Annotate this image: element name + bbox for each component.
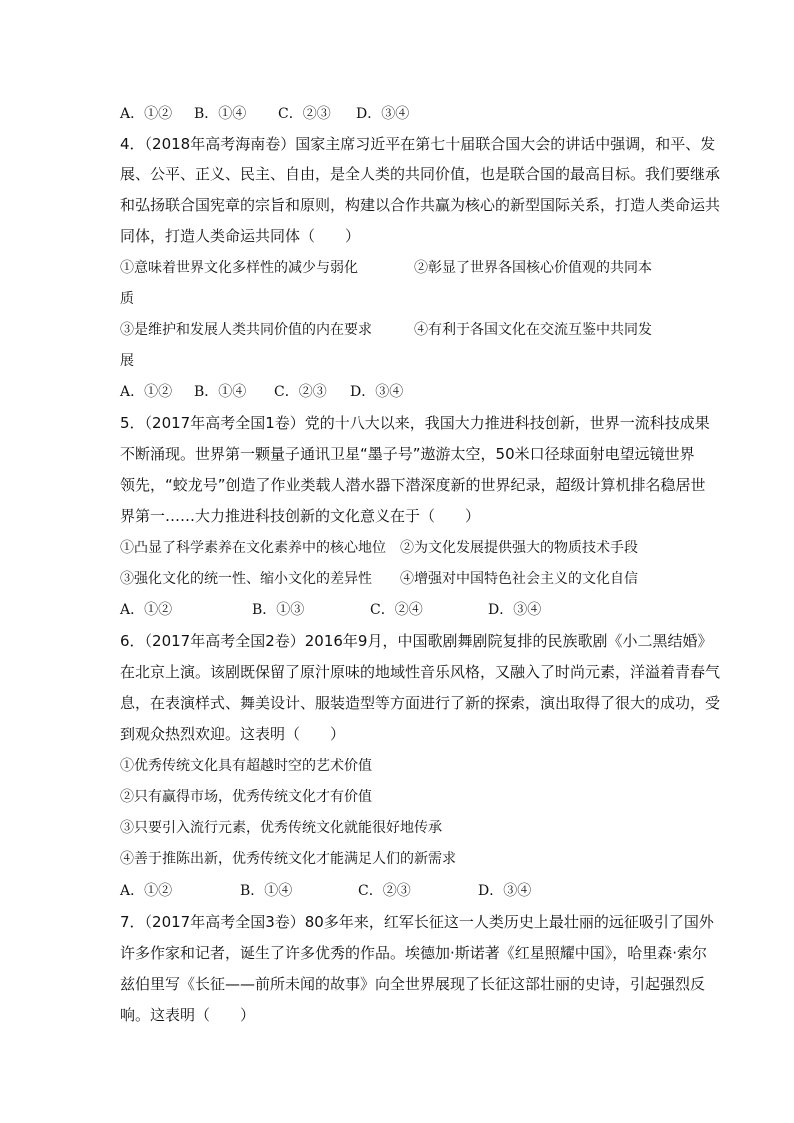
q5-answer-a[interactable]: A．①② [120,602,173,618]
q4-option-line-2: 质 [120,291,134,307]
q4-option-line-3: ③是维护和发展人类共同价值的内在要求 ④有利于各国文化在交流互鉴中共同发 [120,322,652,338]
q3-answer-a[interactable]: A．①② [120,106,173,122]
q6-answer-a[interactable]: A．①② [120,883,173,899]
q7-stem-line-1: 7．（2017年高考全国3卷）80多年来，红军长征这一人类历史上最壮丽的远征吸引了国外 [120,913,714,931]
q4-stem-line-4: 同体，打造人类命运共同体（ ） [120,227,361,245]
q5-answer-b[interactable]: B．①③ [252,602,305,618]
q3-answer-d[interactable]: D．③④ [356,106,410,122]
q6-stem-line-2: 在北京上演。该剧既保留了原汁原味的地域性音乐风格，又融入了时尚元素，洋溢着青春气 [120,663,721,681]
q6-option-1: ①优秀传统文化具有超越时空的艺术价值 [120,758,372,774]
q6-option-4: ④善于推陈出新，优秀传统文化才能满足人们的新需求 [120,851,456,867]
q5-stem-line-3: 领先，“蛟龙号”创造了作业类载人潜水器下潜深度新的世界纪录，超级计算机排名稳居世 [120,476,706,494]
q5-option-line-2: ③强化文化的统一性、缩小文化的差异性 ④增强对中国特色社会主义的文化自信 [120,571,638,587]
q4-answer-c[interactable]: C．②③ [274,384,327,400]
q5-stem-line-2: 不断涌现。世界第一颗量子通讯卫星“墨子号”遨游太空，50米口径球面射电望远镜世界 [120,445,695,463]
q3-answer-c[interactable]: C．②③ [278,106,331,122]
q7-stem-line-2: 许多作家和记者，诞生了许多优秀的作品。埃德加·斯诺著《红星照耀中国》，哈里森·索尔 [120,944,708,962]
q4-answer-d[interactable]: D．③④ [350,384,404,400]
q4-answer-b[interactable]: B．①④ [194,384,247,400]
q4-stem-line-3: 和弘扬联合国宪章的宗旨和原则，构建以合作共赢为核心的新型国际关系，打造人类命运共 [120,196,721,214]
q7-stem-line-3: 兹伯里写《长征——前所未闻的故事》向全世界展现了长征这部壮丽的史诗，引起强烈反 [120,975,706,993]
q5-option-line-1: ①凸显了科学素养在文化素养中的核心地位 ②为文化发展提供强大的物质技术手段 [120,540,638,556]
q6-answer-d[interactable]: D．③④ [478,883,532,899]
q6-stem-line-1: 6．（2017年高考全国2卷）2016年9月，中国歌剧舞剧院复排的民族歌剧《小二黑结婚》 [120,632,713,650]
q4-stem-line-2: 展、公平、正义、民主、自由，是全人类的共同价值，也是联合国的最高目标。我们要继承 [120,165,721,183]
q6-stem-line-3: 息，在表演样式、舞美设计、服装造型等方面进行了新的探索，演出取得了很大的成功，受 [120,694,721,712]
q5-stem-line-4: 界第一……大力推进科技创新的文化意义在于（ ） [120,507,481,525]
q4-option-line-1: ①意味着世界文化多样性的减少与弱化 ②彰显了世界各国核心价值观的共同本 [120,260,652,276]
q5-answer-c[interactable]: C．②④ [370,602,423,618]
q6-option-2: ②只有赢得市场，优秀传统文化才有价值 [120,789,372,805]
q6-option-3: ③只要引入流行元素，优秀传统文化就能很好地传承 [120,820,442,836]
q3-answer-b[interactable]: B．①④ [194,106,247,122]
q4-answer-a[interactable]: A．①② [120,384,173,400]
q7-stem-line-4: 响。这表明（ ） [120,1006,256,1024]
q6-answer-b[interactable]: B．①④ [240,883,293,899]
q4-stem-line-1: 4．（2018年高考海南卷）国家主席习近平在第七十届联合国大会的讲话中强调，和平、发 [120,135,716,153]
q6-stem-line-4: 到观众热烈欢迎。这表明（ ） [120,725,346,743]
q4-option-line-4: 展 [120,353,134,369]
q6-answer-c[interactable]: C．②③ [358,883,411,899]
q5-answer-d[interactable]: D．③④ [488,602,542,618]
q5-stem-line-1: 5．（2017年高考全国1卷）党的十八大以来，我国大力推进科技创新，世界一流科技成果 [120,414,710,432]
